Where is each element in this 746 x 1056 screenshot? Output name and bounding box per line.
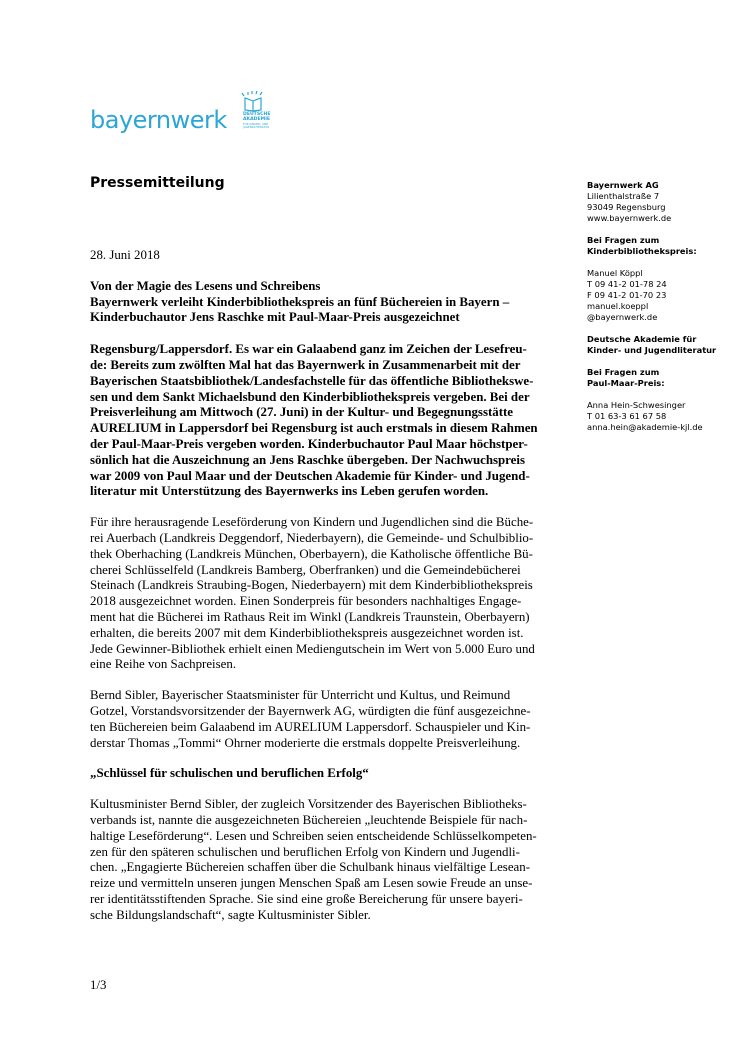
- contact1-details: [587, 268, 737, 323]
- text-line: Für ihre herausragende Leseförderung von Kindern und Jugendlichen sind die Büche-: [90, 515, 534, 530]
- press-release-body: [90, 248, 570, 938]
- contact1-name: Manuel Köppl: [587, 268, 643, 278]
- contact2-name: Anna Hein-Schwesinger: [587, 400, 686, 410]
- contact2-label-line2: Paul-Maar-Preis:: [587, 378, 665, 388]
- text-line: AURELIUM in Lappersdorf bei Regensburg ist auch erstmals in diesem Rahmen: [90, 421, 538, 436]
- text-line: Bernd Sibler, Bayerischer Staatsminister für Unterricht und Kultus, und Reimund: [90, 688, 511, 703]
- logo-wordmark: bayernwerk: [90, 106, 227, 134]
- company-web-link[interactable]: www.bayernwerk.de: [587, 213, 672, 223]
- text-line: haltige Leseförderung“. Lesen und Schreiben seien entscheidende Schlüsselkompeten-: [90, 828, 537, 843]
- company-street: Lilienthalstraße 7: [587, 191, 660, 201]
- text-line: Jede Gewinner-Bibliothek erhielt einen Mediengutschein im Wert von 5.000 Euro und: [90, 641, 535, 656]
- contact2-email-link[interactable]: anna.hein@akademie-kjl.de: [587, 422, 703, 432]
- company-name: Bayernwerk AG: [587, 180, 659, 190]
- text-line: erhalten, die bereits 2007 mit dem Kinderbibliothekspreis ausgezeichnet worden ist.: [90, 625, 524, 640]
- text-line: zen für den späteren schulischen und beruflichen Erfolg von Kindern und Jugendli-: [90, 844, 520, 859]
- body-paragraph-1: [90, 515, 570, 673]
- text-line: war 2009 von Paul Maar und der Deutschen Akademie für Kinder- und Jugend-: [90, 468, 530, 483]
- contact2-details: [587, 400, 737, 433]
- company-city: 93049 Regensburg: [587, 202, 666, 212]
- text-line: derstar Thomas „Tommi“ Ohrner moderierte die erstmals doppelte Preisverleihung.: [90, 735, 521, 750]
- text-line: de: Bereits zum zwölften Mal hat das Bayernwerk in Zusammenarbeit mit der: [90, 357, 521, 372]
- contact2-phone: T 01 63-3 61 67 58: [587, 411, 667, 421]
- body-paragraph-3: [90, 797, 570, 923]
- text-line: 2018 ausgezeichnet worden. Einen Sonderpreis für besonders nachhaltiges Engage-: [90, 594, 522, 609]
- text-line: Kultusminister Bernd Sibler, der zugleich Vorsitzender des Bayerischen Bibliotheks-: [90, 797, 527, 812]
- academy-name: [587, 334, 737, 356]
- text-line: thek Oberhaching (Landkreis München, Oberbayern), die Katholische öffentliche Bü-: [90, 546, 533, 561]
- contact1-email-link-cont[interactable]: @bayernwerk.de: [587, 312, 658, 322]
- section-subheading: „Schlüssel für schulischen und beruflichen Erfolg“: [90, 766, 369, 781]
- contact1-phone: T 09 41-2 01-78 24: [587, 279, 667, 289]
- headline-line: Von der Magie des Lesens und Schreibens: [90, 278, 321, 293]
- logo-mark-subtitle: FÜR KINDER- UND JUGENDLITERATUR: [243, 122, 270, 129]
- contact1-label-line1: Bei Fragen zum: [587, 235, 660, 245]
- release-headline: [90, 279, 570, 326]
- text-line: ten Büchereien beim Galaabend im AURELIUM Lappersdorf. Schauspieler und Kin-: [90, 719, 531, 734]
- headline-line: Bayernwerk verleiht Kinderbibliothekspreis an fünf Büchereien in Bayern –: [90, 294, 510, 309]
- release-date: 28. Juni 2018: [90, 248, 160, 262]
- text-line: verbands ist, nannte die ausgezeichneten Büchereien „leuchtende Beispiele für nach-: [90, 812, 528, 827]
- contact-sidebar: [587, 180, 737, 444]
- text-line: Bayerischen Staatsbibliothek/Landesfachstelle für das öffentliche Bibliothekswe-: [90, 373, 534, 388]
- text-line: der Paul-Maar-Preis vergeben worden. Kinderbuchautor Paul Maar höchstper-: [90, 436, 528, 451]
- text-line: chen. „Engagierte Büchereien schaffen über die Schulbank hinaus vielfältige Lesean-: [90, 860, 531, 875]
- body-paragraph-2: [90, 688, 570, 751]
- book-icon: [235, 90, 281, 114]
- contact1-label: [587, 235, 737, 257]
- lead-paragraph: [90, 342, 570, 500]
- text-line: ment hat die Bücherei im Rathaus Reit im Winkl (Landkreis Traunstein, Oberbayern): [90, 609, 530, 624]
- text-line: Preisverleihung am Mittwoch (27. Juni) in der Kultur- und Begegnungsstätte: [90, 405, 514, 420]
- academy-logo-mark: [235, 90, 281, 136]
- text-line: Gotzel, Vorstandsvorsitzender der Bayernwerk AG, würdigten die fünf ausgezeichne-: [90, 703, 531, 718]
- text-line: sche Bildungslandschaft“, sagte Kultusminister Sibler.: [90, 907, 371, 922]
- text-line: sen und dem Sankt Michaelsbund den Kinderbibliothekspreis vergeben. Bei der: [90, 389, 530, 404]
- logo: [90, 88, 290, 138]
- company-address: [587, 180, 737, 224]
- page-number: 1/3: [90, 978, 107, 992]
- contact2-label-line1: Bei Fragen zum: [587, 367, 660, 377]
- contact2-label: [587, 367, 737, 389]
- text-line: reize und vermitteln unseren jungen Menschen Spaß am Lesen sowie Freude an unse-: [90, 876, 533, 891]
- academy-name-line2: Kinder- und Jugendliteratur: [587, 345, 717, 355]
- text-line: eine Reihe von Sachpreisen.: [90, 657, 237, 672]
- contact1-email-link[interactable]: manuel.koeppl: [587, 301, 649, 311]
- logo-mark-title: DEUTSCHE AKADEMIE: [243, 112, 271, 122]
- contact1-fax: F 09 41-2 01-70 23: [587, 290, 667, 300]
- page-title: Pressemitteilung: [90, 175, 225, 191]
- academy-name-line1: Deutsche Akademie für: [587, 334, 697, 344]
- text-line: rei Auerbach (Landkreis Deggendorf, Niederbayern), die Gemeinde- und Schulbiblio-: [90, 530, 534, 545]
- text-line: literatur mit Unterstützung des Bayernwerks ins Leben gerufen worden.: [90, 484, 489, 499]
- text-line: rer identitätsstiftenden Sprache. Sie sind eine große Bereicherung für unsere bayeri-: [90, 891, 523, 906]
- headline-line: Kinderbuchautor Jens Raschke mit Paul-Maar-Preis ausgezeichnet: [90, 310, 460, 325]
- contact1-label-line2: Kinderbibliothekspreis:: [587, 246, 697, 256]
- text-line: Steinach (Landkreis Straubing-Bogen, Niederbayern) mit dem Kinderbibliothekspreis: [90, 578, 533, 593]
- text-line: Regensburg/Lappersdorf. Es war ein Galaabend ganz im Zeichen der Lesefreu-: [90, 342, 527, 357]
- text-line: cherei Schlüsselfeld (Landkreis Bamberg, Oberfranken) und die Gemeindebücherei: [90, 562, 521, 577]
- text-line: sönlich hat die Auszeichnung an Jens Raschke übergeben. Der Nachwuchspreis: [90, 452, 525, 467]
